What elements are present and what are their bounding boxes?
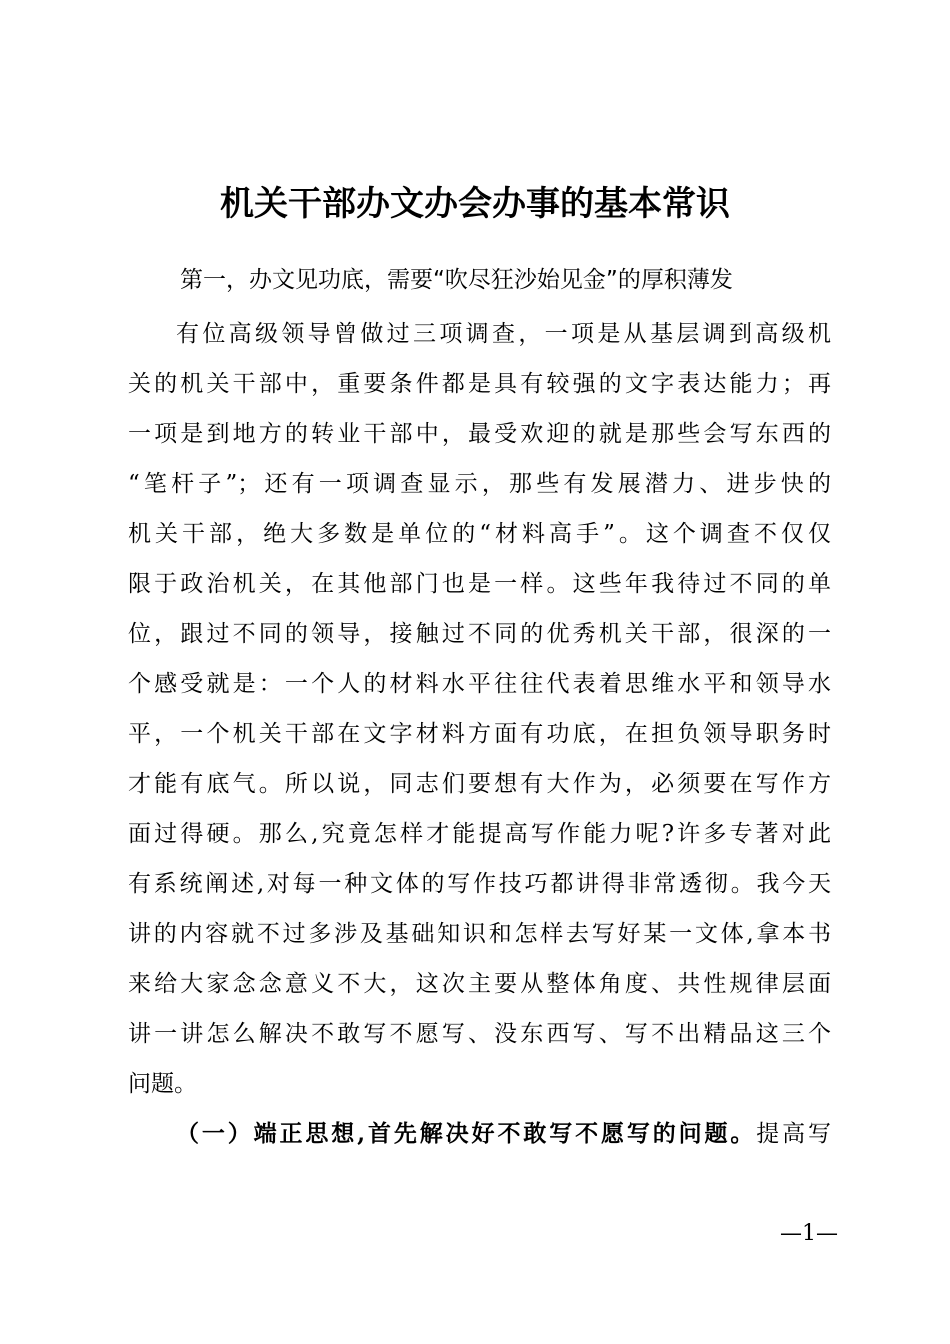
paragraph-line: 有系统阐述,对每一种文体的写作技巧都讲得非常透彻。我今天 — [128, 871, 831, 897]
subheading-line — [176, 1116, 831, 1152]
paragraph-line: “笔杆子”；还有一项调查显示，那些有发展潜力、进步快的 — [128, 471, 831, 497]
paragraph-line: 有位高级领导曾做过三项调查，一项是从基层调到高级机 — [176, 321, 831, 347]
paragraph-line: 才能有底气。所以说，同志们要想有大作为，必须要在写作方 — [128, 771, 831, 797]
section-heading: 第一，办文见功底，需要“吹尽狂沙始见金”的厚积薄发 — [180, 267, 733, 293]
paragraph-line: 问题。 — [128, 1071, 197, 1097]
paragraph-line: 来给大家念念意义不大，这次主要从整体角度、共性规律层面 — [128, 971, 831, 997]
paragraph-line: 平，一个机关干部在文字材料方面有功底，在担负领导职务时 — [128, 721, 831, 747]
paragraph-line: 位，跟过不同的领导，接触过不同的优秀机关干部，很深的一 — [128, 621, 831, 647]
paragraph-line: 讲的内容就不过多涉及基础知识和怎样去写好某一文体,拿本书 — [128, 921, 831, 947]
paragraph-line: 一项是到地方的转业干部中，最受欢迎的就是那些会写东西的 — [128, 421, 831, 447]
paragraph-line: 讲一讲怎么解决不敢写不愿写、没东西写、写不出精品这三个 — [128, 1021, 831, 1047]
paragraph-line: 面过得硬。那么,究竟怎样才能提高写作能力呢?许多专著对此 — [128, 821, 831, 847]
paragraph-line: 机关干部，绝大多数是单位的“材料高手”。这个调查不仅仅 — [128, 521, 831, 547]
document-title: 机关干部办文办会办事的基本常识 — [220, 184, 730, 224]
subheading-rest-text: 提高写 — [756, 1121, 831, 1147]
subheading-bold-text: （一）端正思想,首先解决好不敢写不愿写的问题。 — [176, 1120, 757, 1147]
paragraph-line: 关的机关干部中，重要条件都是具有较强的文字表达能力；再 — [128, 371, 831, 397]
paragraph-line: 个感受就是：一个人的材料水平往往代表着思维水平和领导水 — [128, 671, 831, 697]
paragraph-line: 限于政治机关，在其他部门也是一样。这些年我待过不同的单 — [128, 571, 831, 597]
page-number: —1— — [780, 1221, 838, 1246]
